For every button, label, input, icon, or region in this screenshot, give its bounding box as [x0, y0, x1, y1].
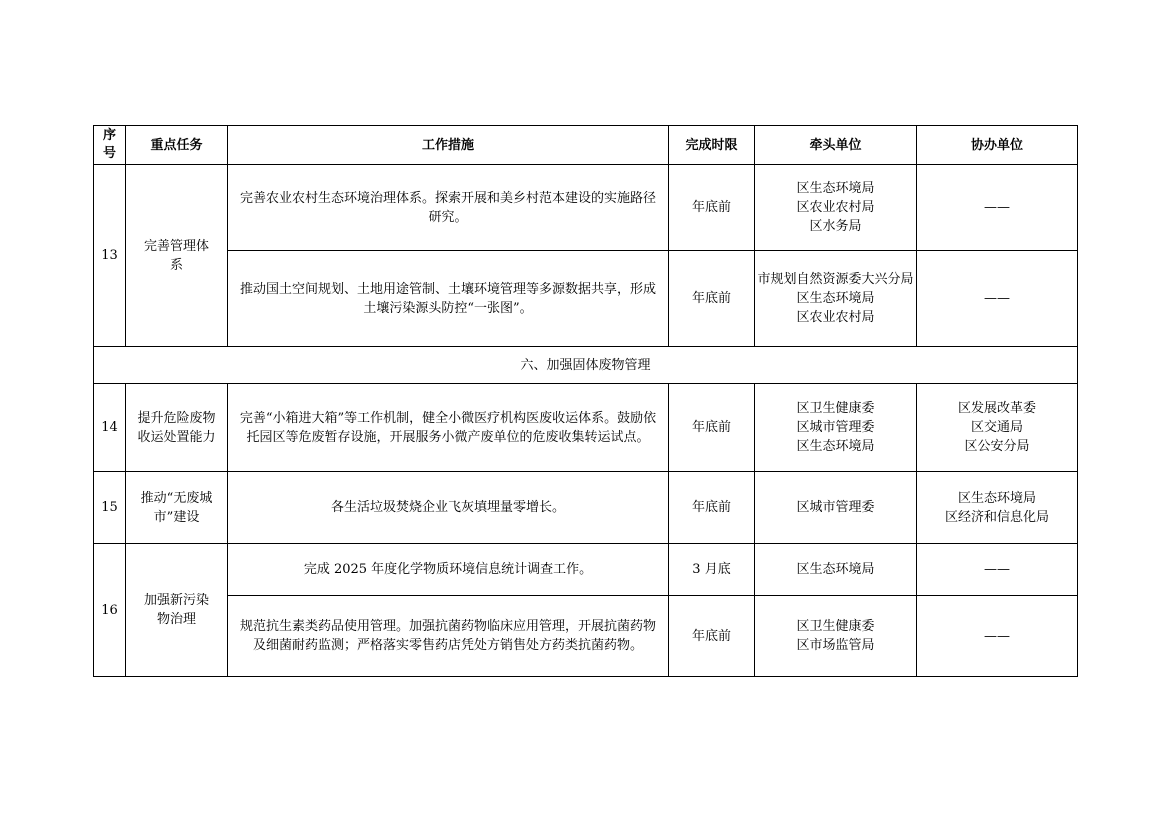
table-row — [94, 251, 1078, 347]
lead-unit: 区农业农村局 — [796, 310, 875, 325]
row15-no: 15 — [94, 472, 126, 544]
row16-no: 16 — [94, 544, 126, 677]
row16a-lead: 区生态环境局 — [755, 544, 917, 596]
header-seq-line1: 序 — [102, 128, 116, 143]
table-row — [94, 384, 1078, 472]
row13a-assist: —— — [917, 165, 1078, 251]
section-row — [94, 347, 1078, 384]
row15-measure: 各生活垃圾焚烧企业飞灰填埋量零增长。 — [228, 472, 669, 544]
assist-unit: 区发展改革委 — [957, 401, 1036, 416]
row16a-assist: —— — [917, 544, 1078, 596]
header-lead: 牵头单位 — [755, 126, 917, 165]
row13a-measure: 完善农业农村生态环境治理体系。探索开展和美乡村范本建设的实施路径研究。 — [228, 165, 669, 251]
row16a-measure: 完成 2025 年度化学物质环境信息统计调查工作。 — [228, 544, 669, 596]
row14-deadline: 年底前 — [669, 384, 755, 472]
row15-assist — [917, 472, 1078, 544]
row15-deadline: 年底前 — [669, 472, 755, 544]
header-task: 重点任务 — [126, 126, 228, 165]
table-row — [94, 596, 1078, 677]
section-title: 六、加强固体废物管理 — [94, 347, 1078, 384]
lead-unit: 区水务局 — [809, 219, 862, 234]
assist-unit: 区公安分局 — [964, 439, 1030, 454]
header-assist: 协办单位 — [917, 126, 1078, 165]
lead-unit: 区卫生健康委 — [796, 619, 875, 634]
row15-lead: 区城市管理委 — [755, 472, 917, 544]
row14-no: 14 — [94, 384, 126, 472]
table-row — [94, 472, 1078, 544]
lead-unit: 区卫生健康委 — [796, 401, 875, 416]
row13-no: 13 — [94, 165, 126, 347]
row14-assist — [917, 384, 1078, 472]
row13a-lead — [755, 165, 917, 251]
lead-unit: 区生态环境局 — [796, 439, 875, 454]
row13b-measure: 推动国土空间规划、土地用途管制、土壤环境管理等多源数据共享，形成土壤污染源头防控“一张图”。 — [228, 251, 669, 347]
table-row — [94, 165, 1078, 251]
assist-unit: 区交通局 — [970, 420, 1023, 435]
row13b-deadline: 年底前 — [669, 251, 755, 347]
row16b-assist: —— — [917, 596, 1078, 677]
row13b-assist: —— — [917, 251, 1078, 347]
lead-unit: 区农业农村局 — [796, 200, 875, 215]
lead-unit: 区生态环境局 — [796, 291, 875, 306]
header-deadline: 完成时限 — [669, 126, 755, 165]
header-seq-line2: 号 — [102, 146, 116, 161]
row16b-deadline: 年底前 — [669, 596, 755, 677]
row16a-deadline: 3 月底 — [669, 544, 755, 596]
row13a-deadline: 年底前 — [669, 165, 755, 251]
row14-measure: 完善“小箱进大箱”等工作机制，健全小微医疗机构医废收运体系。鼓励依托园区等危废暂存设施，开展服务小微产废单位的危废收集转运试点。 — [228, 384, 669, 472]
row15-task: 推动“无废城市”建设 — [126, 472, 228, 544]
row14-task: 提升危险废物收运处置能力 — [126, 384, 228, 472]
header-seq — [94, 126, 126, 165]
task-table — [93, 125, 1078, 677]
row14-lead — [755, 384, 917, 472]
lead-unit: 市规划自然资源委大兴分局 — [757, 272, 914, 287]
row16-task: 加强新污染物治理 — [126, 544, 228, 677]
assist-unit: 区生态环境局 — [957, 490, 1036, 506]
row13-task: 完善管理体系 — [126, 165, 228, 347]
header-measure: 工作措施 — [228, 126, 669, 165]
lead-unit: 区生态环境局 — [796, 181, 875, 196]
header-row — [94, 126, 1078, 165]
row13b-lead — [755, 251, 917, 347]
row16b-measure: 规范抗生素类药品使用管理。加强抗菌药物临床应用管理，开展抗菌药物及细菌耐药监测；严格落实零售药店凭处方销售处方药类抗菌药物。 — [228, 596, 669, 677]
assist-unit: 区经济和信息化局 — [944, 509, 1049, 525]
lead-unit: 区市场监管局 — [796, 638, 875, 653]
row16b-lead — [755, 596, 917, 677]
lead-unit: 区城市管理委 — [796, 420, 875, 435]
table-row — [94, 544, 1078, 596]
